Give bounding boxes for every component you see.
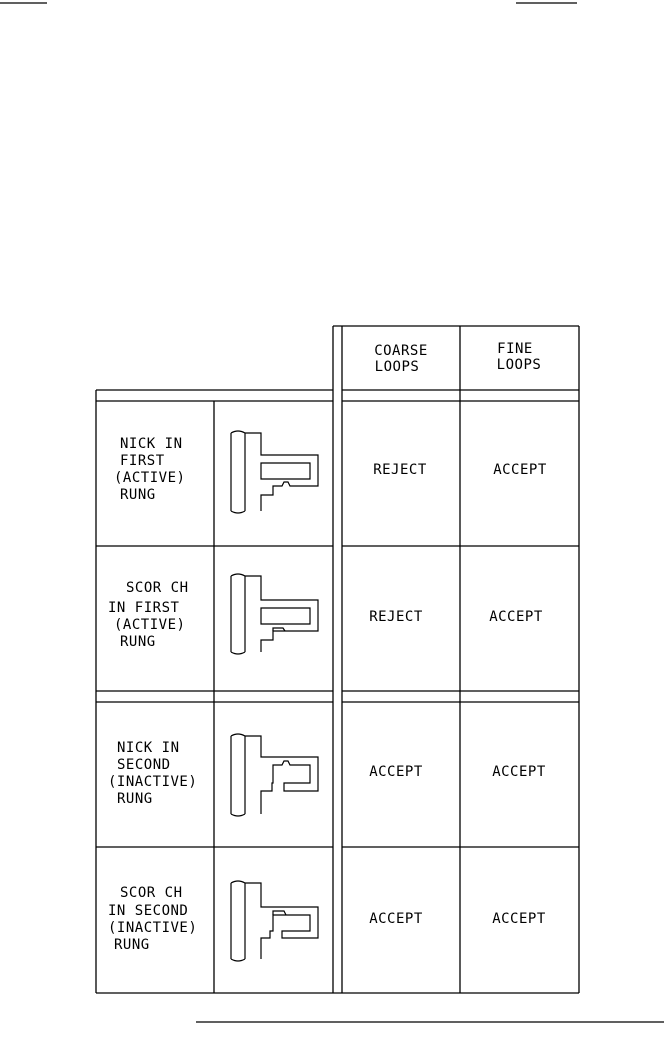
coarse-loops-header-line1: COARSE [374,343,428,359]
table-row [108,574,543,654]
coarse-result: REJECT [369,609,423,625]
table-row [114,431,547,513]
fine-result: ACCEPT [489,609,543,625]
condition-label-line: (ACTIVE) [114,617,186,633]
condition-label-line: IN SECOND [108,903,189,919]
fine-result: ACCEPT [492,764,546,780]
condition-label-line: RUNG [114,937,150,953]
rung-scorch-first-figure [231,574,318,654]
fine-result: ACCEPT [492,911,546,927]
table-row [108,881,546,961]
condition-label-line: NICK IN [120,436,183,452]
rung-scorch-second-figure [231,881,318,961]
condition-label-line: (ACTIVE) [114,470,186,486]
fine-loops-header-line2: LOOPS [496,357,542,373]
fine-loops-header-line1: FINE [497,341,533,357]
table-row [108,734,546,816]
condition-label-line: RUNG [120,634,156,650]
fine-result: ACCEPT [493,462,547,478]
condition-label-line: SCOR CH [120,885,183,901]
condition-label-line: IN FIRST [108,600,180,616]
coarse-loops-header-line2: LOOPS [374,359,420,375]
condition-label-line: (INACTIVE) [108,920,198,936]
coarse-result: ACCEPT [369,911,423,927]
condition-label-line: NICK IN [117,740,180,756]
coarse-result: REJECT [373,462,427,478]
result-table-frame [333,326,579,993]
coarse-result: ACCEPT [369,764,423,780]
rung-nick-first-figure [231,431,318,513]
condition-label-line: (INACTIVE) [108,774,198,790]
condition-label-line: SECOND [117,757,171,773]
condition-label-line: RUNG [120,487,156,503]
condition-label-line: SCOR CH [126,580,189,596]
condition-label-line: RUNG [117,791,153,807]
condition-label-line: FIRST [120,453,165,469]
rung-nick-second-figure [231,734,318,816]
